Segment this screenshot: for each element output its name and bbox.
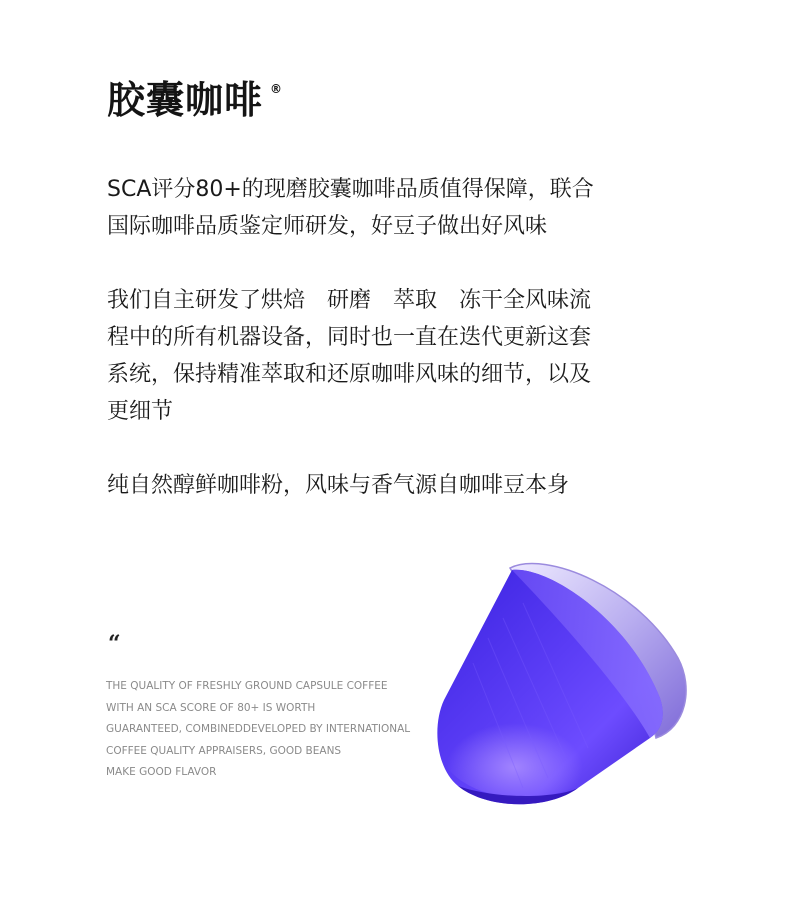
quote-line: THE QUALITY OF FRESHLY GROUND CAPSULE COFFEE — [106, 680, 388, 692]
process-paragraph — [107, 282, 707, 430]
coffee-capsule-image — [428, 548, 690, 816]
intro-line: 国际咖啡品质鉴定师研发，好豆子做出好风味 — [107, 214, 548, 239]
quote-line: MAKE GOOD FLAVOR — [106, 766, 217, 778]
page-title: 胶囊咖啡 — [107, 78, 264, 122]
process-line: 程中的所有机器设备，同时也一直在迭代更新这套 — [107, 325, 592, 350]
process-line: 我们自主研发了烘焙 研磨 萃取 冻干全风味流 — [107, 288, 592, 313]
process-line: 系统，保持精准萃取和还原咖啡风味的细节，以及 — [107, 362, 592, 387]
quote-line: GUARANTEED, COMBINEDDEVELOPED BY INTERNATIONAL — [106, 723, 411, 735]
intro-line: SCA评分80+的现磨胶囊咖啡品质值得保障，联合 — [107, 177, 594, 202]
registered-mark: ® — [270, 82, 282, 96]
english-quote — [106, 676, 410, 784]
quote-mark-icon: “ — [108, 631, 121, 657]
purity-statement: 纯自然醇鲜咖啡粉，风味与香气源自咖啡豆本身 — [107, 473, 570, 498]
intro-paragraph — [107, 171, 707, 245]
quote-line: COFFEE QUALITY APPRAISERS, GOOD BEANS — [106, 744, 342, 757]
process-line: 更细节 — [107, 399, 174, 424]
quote-line: WITH AN SCA SCORE OF 80+ IS WORTH — [106, 701, 316, 714]
